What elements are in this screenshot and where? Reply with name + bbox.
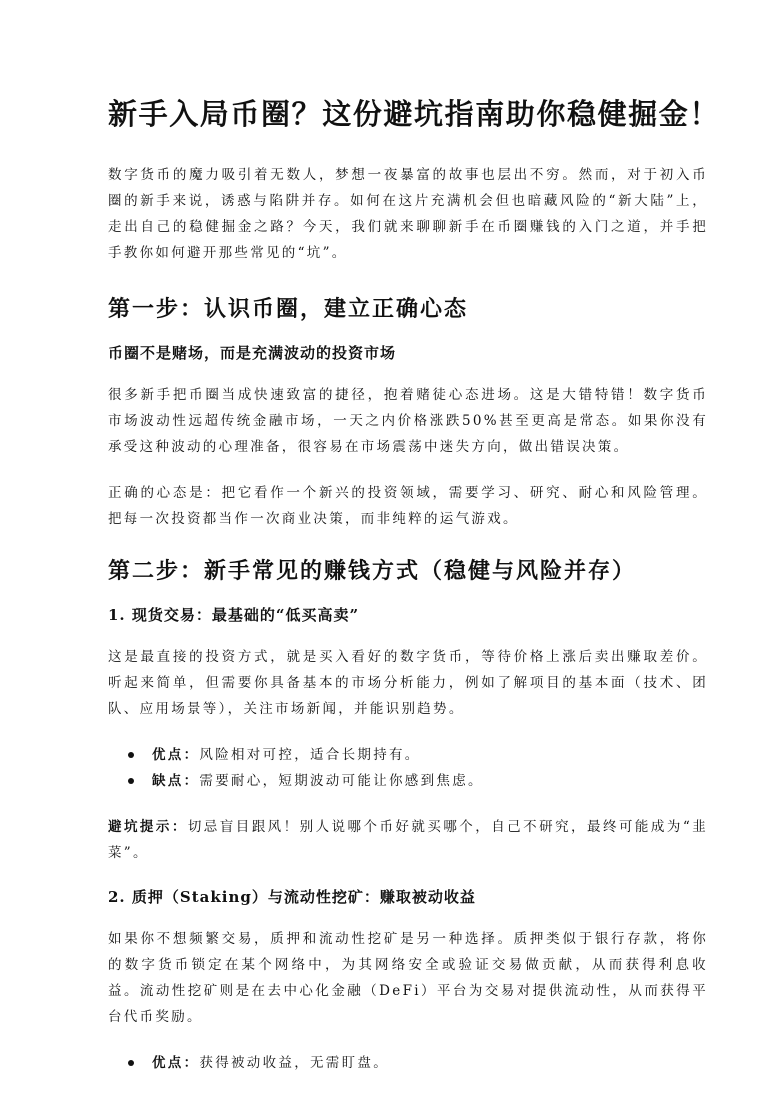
article-title: 新手入局币圈？这份避坑指南助你稳健掘金！ (108, 97, 721, 131)
bullet-icon (128, 1060, 134, 1066)
intro-paragraph: 数字货币的魔力吸引着无数人，梦想一夜暴富的故事也层出不穷。然而，对于初入币圈的新手来说，诱惑与陷阱并存。如何在这片充满机会但也暗藏风险的“新大陆”上，走出自己的稳健掘金之路？今天，我们就来聊聊新手在币圈赚钱的入门之道，并手把手教你如何避开那些常见的“坑”。 (108, 167, 708, 261)
list-item-text: 风险相对可控，适合长期持有。 (199, 747, 421, 763)
bullet-icon (128, 778, 134, 784)
list-item-label: 优点： (152, 1055, 200, 1071)
tip-label: 避坑提示： (108, 819, 188, 835)
method2-paragraph: 如果你不想频繁交易，质押和流动性挖矿是另一种选择。质押类似于银行存款，将你的数字货币锁定在某个网络中，为其网络安全或验证交易做贡献，从而获得利息收益。流动性挖矿则是在去中心化金融（DeFi）平台为交易对提供流动性，从而获得平台代币奖励。 (108, 931, 708, 1025)
list-item-label: 缺点： (152, 773, 200, 789)
article-body (108, 94, 721, 1096)
method1-heading: 1. 现货交易：最基础的“低买高卖” (108, 606, 360, 624)
method2-pros-list (108, 1050, 708, 1076)
list-item-text: 获得被动收益，无需盯盘。 (199, 1055, 390, 1071)
step1-paragraph-1: 很多新手把币圈当成快速致富的捷径，抱着赌徒心态进场。这是大错特错！数字货币市场波动性远超传统金融市场，一天之内价格涨跌50%甚至更高是常态。如果你没有承受这种波动的心理准备，很容易在市场震荡中迷失方向，做出错误决策。 (108, 387, 708, 455)
bullet-icon (128, 752, 134, 758)
method2-heading: 2. 质押（Staking）与流动性挖矿：赚取被动收益 (108, 888, 476, 906)
step2-heading: 第二步：新手常见的赚钱方式（稳健与风险并存） (108, 558, 637, 584)
step1-subheading: 币圈不是赌场，而是充满波动的投资市场 (108, 344, 397, 362)
method1-paragraph: 这是最直接的投资方式，就是买入看好的数字货币，等待价格上涨后卖出赚取差价。听起来简单，但需要你具备基本的市场分析能力，例如了解项目的基本面（技术、团队、应用场景等），关注市场新闻，并能识别趋势。 (108, 649, 708, 717)
list-item-text: 需要耐心，短期波动可能让你感到焦虑。 (199, 773, 484, 789)
step1-paragraph-2: 正确的心态是：把它看作一个新兴的投资领域，需要学习、研究、耐心和风险管理。把每一次投资都当作一次商业决策，而非纯粹的运气游戏。 (108, 485, 708, 527)
list-item-cons (108, 768, 708, 794)
list-item-label: 优点： (152, 747, 200, 763)
step1-heading: 第一步：认识币圈，建立正确心态 (108, 296, 469, 322)
method1-tip (108, 814, 708, 866)
list-item-pros (108, 1050, 708, 1076)
method1-pros-cons-list (108, 742, 708, 794)
list-item-pros (108, 742, 708, 768)
tip-text: 切忌盲目跟风！别人说哪个币好就买哪个，自己不研究，最终可能成为“韭菜”。 (108, 819, 708, 861)
